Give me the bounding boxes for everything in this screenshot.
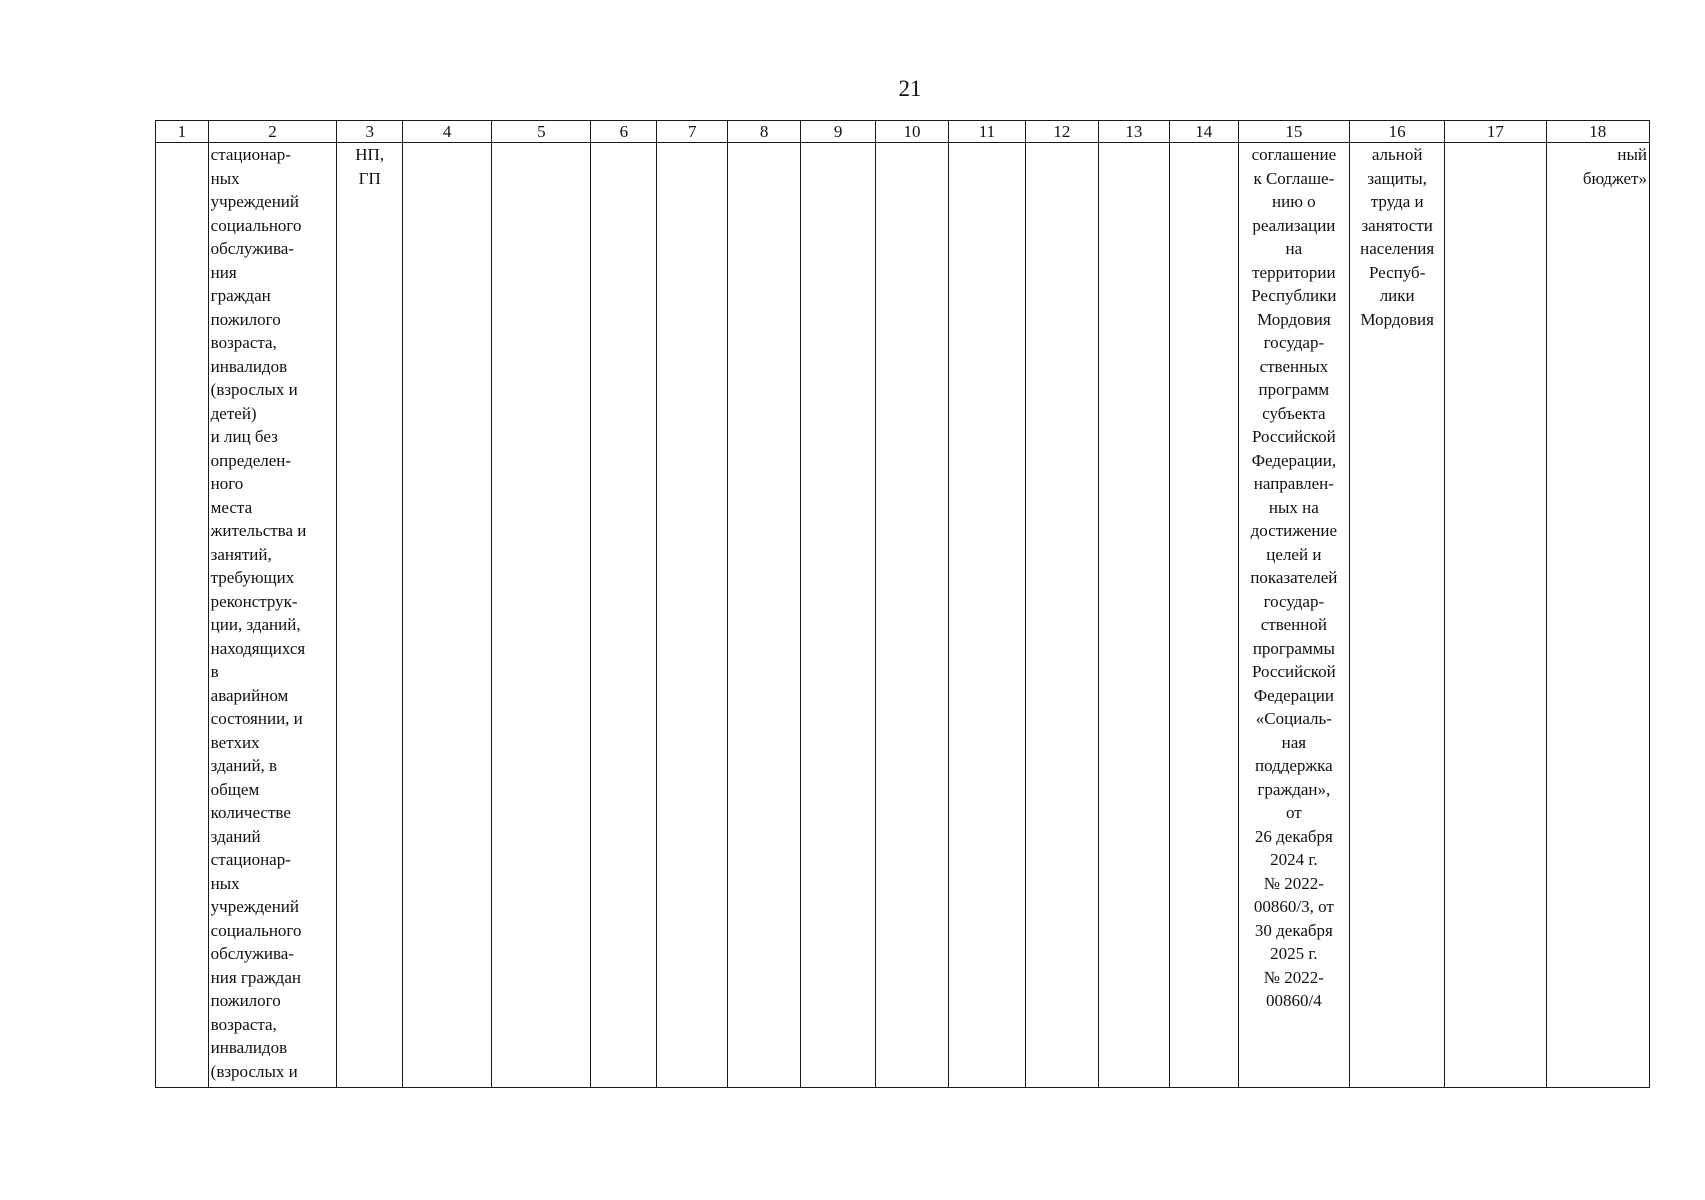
column-header-18: 18 <box>1546 121 1649 143</box>
program-table <box>155 120 1650 1088</box>
cell-col-7 <box>657 143 728 1088</box>
cell-col-17 <box>1445 143 1546 1088</box>
column-header-15: 15 <box>1238 121 1349 143</box>
cell-col-1 <box>156 143 209 1088</box>
cell-col-10 <box>876 143 949 1088</box>
column-header-11: 11 <box>949 121 1026 143</box>
page-number: 21 <box>898 76 922 101</box>
column-header-13: 13 <box>1098 121 1169 143</box>
column-header-17: 17 <box>1445 121 1546 143</box>
cell-col-13 <box>1098 143 1169 1088</box>
column-header-10: 10 <box>876 121 949 143</box>
column-header-5: 5 <box>492 121 591 143</box>
cell-col-14 <box>1169 143 1238 1088</box>
column-header-7: 7 <box>657 121 728 143</box>
column-header-14: 14 <box>1169 121 1238 143</box>
table-row <box>156 143 1650 1088</box>
column-header-8: 8 <box>728 121 801 143</box>
column-header-12: 12 <box>1025 121 1098 143</box>
column-header-1: 1 <box>156 121 209 143</box>
cell-indicator-level: НП, ГП <box>337 143 403 1088</box>
cell-agreement-reference: соглашение к Соглаше- нию о реализации на территории Республики Мордовия государ- ственных программ субъекта Российской Федерации, направлен- ных на достижение целей и показателей государ- ственной программы Российской Федерации «Социаль- ная поддержка граждан», от 26 декабря 2024 г. № 2022- 00860/3, от 30 декабря 2025 г. № 2022- 00860/4 <box>1238 143 1349 1088</box>
cell-col-8 <box>728 143 801 1088</box>
cell-col-12 <box>1025 143 1098 1088</box>
cell-budget-source: ный бюджет» <box>1546 143 1649 1088</box>
cell-col-11 <box>949 143 1026 1088</box>
cell-col-9 <box>801 143 876 1088</box>
header-row <box>156 121 1650 143</box>
cell-col-4 <box>403 143 492 1088</box>
cell-col-6 <box>591 143 657 1088</box>
column-header-9: 9 <box>801 121 876 143</box>
column-header-6: 6 <box>591 121 657 143</box>
cell-responsible-ministry: альной защиты, труда и занятости населения Респуб- лики Мордовия <box>1350 143 1445 1088</box>
cell-col-5 <box>492 143 591 1088</box>
column-header-3: 3 <box>337 121 403 143</box>
column-header-4: 4 <box>403 121 492 143</box>
column-header-16: 16 <box>1350 121 1445 143</box>
cell-indicator-description: стационар- ных учреждений социального обслужива- ния граждан пожилого возраста, инвалидов (взрослых и детей) и лиц без определен- ного места жительства и занятий, требующих реконструк- ции, зданий, находящихся в аварийном состоянии, и ветхих зданий, в общем количестве зданий стационар- ных учреждений социального обслужива- ния граждан пожилого возраста, инвалидов (взрослых и <box>208 143 337 1088</box>
column-header-2: 2 <box>208 121 337 143</box>
